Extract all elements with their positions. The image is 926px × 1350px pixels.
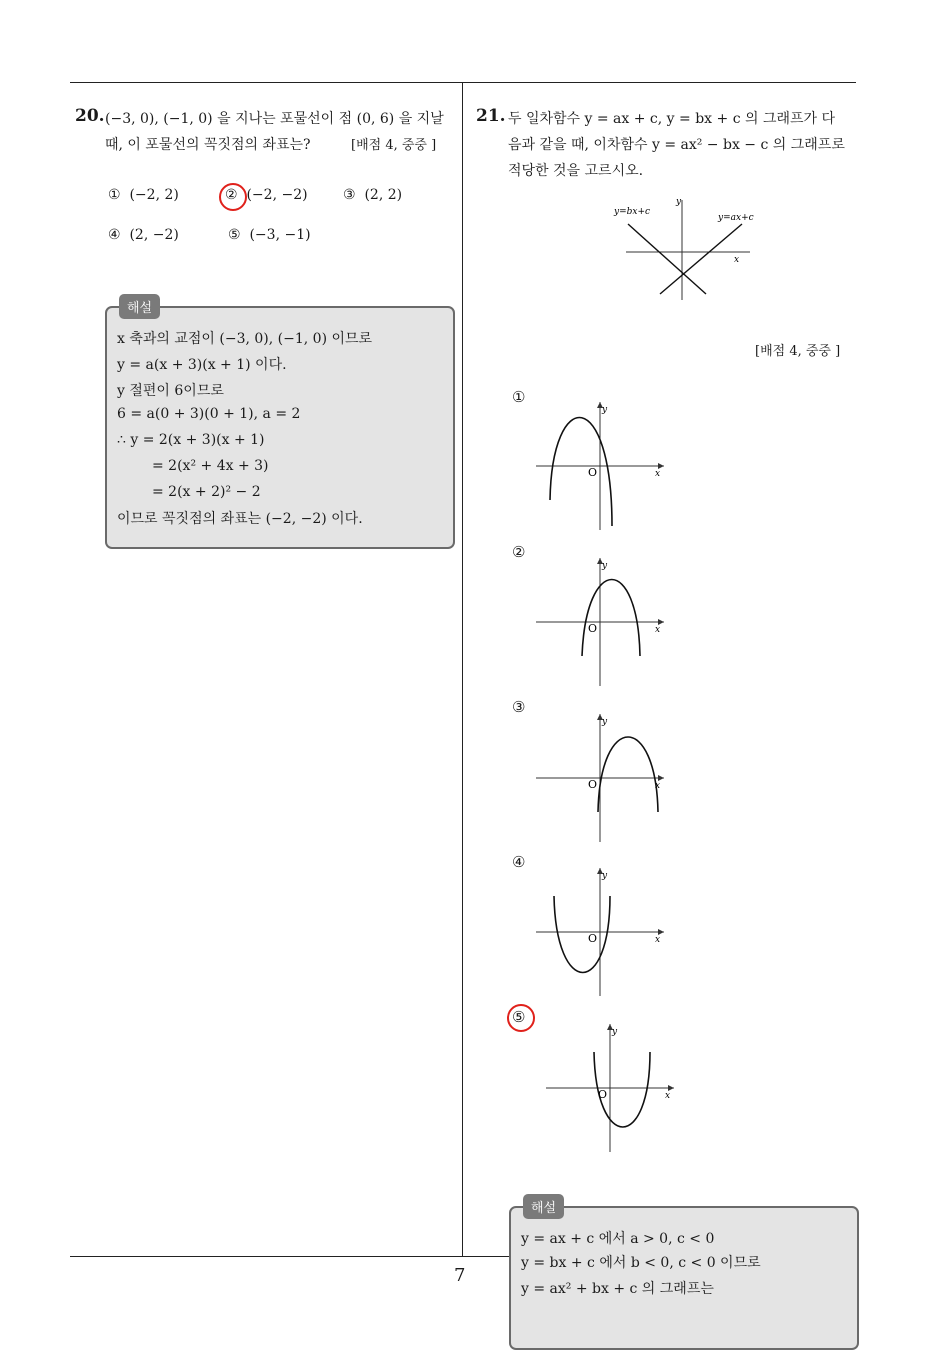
choice-mark: ③ — [343, 187, 356, 203]
option-3-graph[interactable] — [530, 708, 670, 848]
choice-mark: ② — [225, 187, 238, 203]
answer-circle-mark — [219, 183, 247, 211]
axis-x-label: x — [734, 255, 740, 265]
choice-mark: ① — [108, 187, 121, 203]
option-1-mark[interactable]: ① — [512, 388, 526, 406]
solution-line: = 2(x² + 4x + 3) — [152, 458, 269, 474]
top-rule — [70, 82, 856, 83]
choice-mark: ⑤ — [228, 227, 241, 243]
choice-text: (−2, 2) — [129, 187, 179, 203]
choice-1[interactable] — [108, 187, 179, 203]
label-bx-line: y=bx+c — [614, 207, 651, 217]
option-2-mark[interactable]: ② — [512, 543, 526, 561]
origin-label: O — [588, 932, 598, 945]
question-text-line2: 음과 같을 때, 이차함수 y = ax² − bx − c 의 그래프로 — [508, 137, 845, 153]
answer-circle-mark — [507, 1004, 535, 1032]
solution-tag: 해설 — [119, 294, 160, 319]
option-3-mark[interactable]: ③ — [512, 698, 526, 716]
axis-x-label: x — [655, 625, 661, 635]
axis-y-label: y — [676, 197, 682, 207]
axis-y-label: y — [602, 561, 608, 571]
axis-y-label: y — [602, 405, 608, 415]
solution-line: y 절편이 6이므로 — [117, 383, 224, 399]
option-5-graph[interactable] — [540, 1018, 680, 1158]
axis-x-label: x — [655, 781, 661, 791]
option-1-graph[interactable] — [530, 396, 670, 536]
option-4-graph[interactable] — [530, 862, 670, 1002]
solution-line: y = ax² + bx + c 의 그래프는 — [521, 1281, 714, 1297]
question-number: 20. — [75, 106, 105, 126]
solution-line: y = a(x + 3)(x + 1) 이다. — [117, 357, 287, 373]
option-4-mark[interactable]: ④ — [512, 853, 526, 871]
origin-label: O — [588, 466, 598, 479]
solution-line: 6 = a(0 + 3)(0 + 1), a = 2 — [117, 406, 301, 422]
label-ax-line: y=ax+c — [718, 213, 754, 223]
column-divider — [462, 82, 463, 1257]
origin-label: O — [588, 622, 598, 635]
question-text-line1: 두 일차함수 y = ax + c, y = bx + c 의 그래프가 다 — [508, 111, 836, 127]
choice-4[interactable] — [108, 227, 179, 243]
axis-x-label: x — [655, 469, 661, 479]
axis-x-label: x — [665, 1091, 671, 1101]
choice-text: (−2, −2) — [246, 187, 308, 203]
axis-x-label: x — [655, 935, 661, 945]
axis-y-label: y — [602, 871, 608, 881]
solution-line: y = ax + c 에서 a > 0, c < 0 — [521, 1231, 715, 1247]
option-2-graph[interactable] — [530, 552, 670, 692]
option-5-mark[interactable]: ⑤ — [512, 1008, 526, 1026]
solution-tag: 해설 — [523, 1194, 564, 1219]
question-text-line1: (−3, 0), (−1, 0) 을 지나는 포물선이 점 (0, 6) 을 지날 — [105, 111, 444, 127]
page-number: 7 — [454, 1265, 466, 1286]
choice-text: (2, 2) — [364, 187, 403, 203]
solution-line: y = bx + c 에서 b < 0, c < 0 이므로 — [521, 1255, 761, 1271]
solution-line: ∴ y = 2(x + 3)(x + 1) — [117, 432, 265, 448]
question-text-line3: 적당한 것을 고르시오. — [508, 163, 644, 179]
linear-functions-figure — [600, 192, 760, 302]
choice-mark: ④ — [108, 227, 121, 243]
solution-line: 이므로 꼭짓점의 좌표는 (−2, −2) 이다. — [117, 511, 363, 527]
choice-text: (2, −2) — [129, 227, 179, 243]
score-difficulty: [배점 4, 중중 ] — [755, 344, 841, 359]
solution-line: = 2(x + 2)² − 2 — [152, 484, 261, 500]
origin-label: O — [588, 778, 598, 791]
axis-y-label: y — [602, 717, 608, 727]
question-number: 21. — [476, 106, 506, 126]
axis-y-label: y — [612, 1027, 618, 1037]
origin-label: O — [598, 1088, 608, 1101]
score-difficulty: [배점 4, 중중 ] — [351, 138, 437, 153]
choice-text: (−3, −1) — [249, 227, 311, 243]
question-text-line2: 때, 이 포물선의 꼭짓점의 좌표는? — [105, 137, 311, 153]
choice-5[interactable] — [228, 227, 311, 243]
choice-3[interactable] — [343, 187, 402, 203]
solution-line: x 축과의 교점이 (−3, 0), (−1, 0) 이므로 — [117, 331, 373, 347]
